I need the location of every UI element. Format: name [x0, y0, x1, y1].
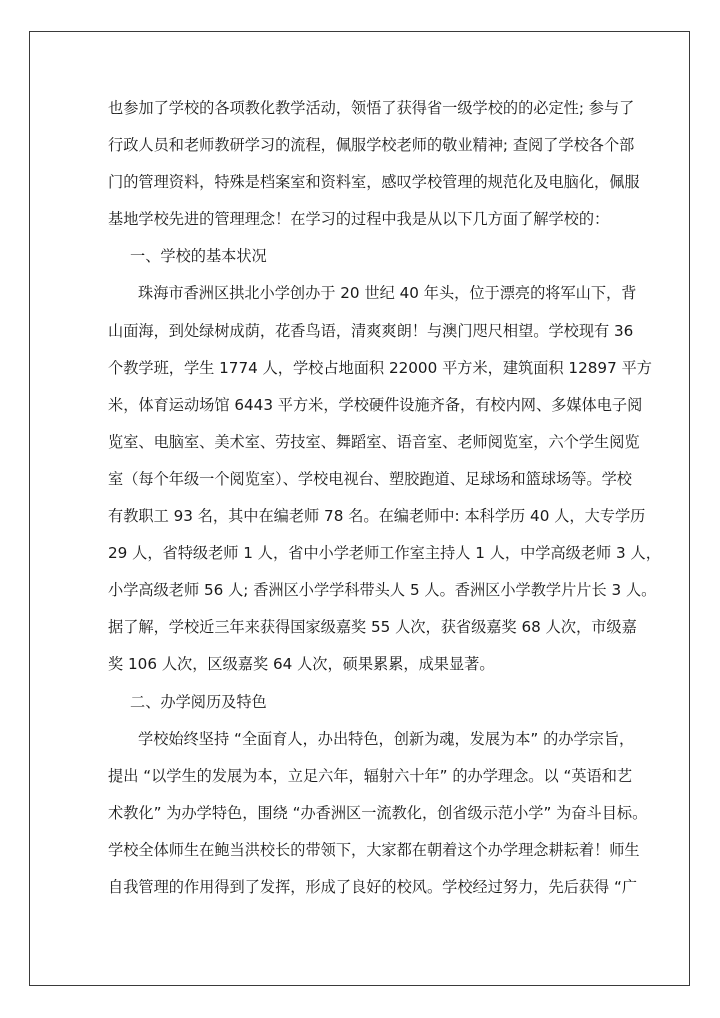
paragraph-line: 学校全体师生在鲍当洪校长的带领下，大家都在朝着这个办学理念耕耘着！师生: [108, 840, 640, 859]
paragraph-line: 学校始终坚持 “全面育人，办出特色，创新为魂，发展为本” 的办学宗旨，: [138, 729, 635, 748]
paragraph-line: 珠海市香洲区拱北小学创办于 20 世纪 40 年头，位于漂亮的将军山下，背: [138, 284, 637, 303]
document-body: [108, 90, 661, 906]
paragraph-line: 自我管理的作用得到了发挥，形成了良好的校风。学校经过努力，先后获得 “广: [108, 877, 638, 896]
paragraph-line: 室（每个年级一个阅览室）、学校电视台、塑胶跑道、足球场和篮球场等。学校: [108, 469, 632, 488]
paragraph-line: 个教学班，学生 1774 人，学校占地面积 22000 平方米，建筑面积 12897 平方: [108, 358, 652, 377]
paragraph-line: 览室、电脑室、美术室、劳技室、舞蹈室、语音室、老师阅览室，六个学生阅览: [108, 432, 640, 451]
section-heading-basic-status: 一、学校的基本状况: [130, 247, 267, 266]
paragraph-line: 小学高级老师 56 人; 香洲区小学学科带头人 5 人。香洲区小学教学片片长 3 人。: [108, 581, 657, 600]
paragraph-line: 术教化” 为办学特色，围绕 “办香洲区一流教化，创省级示范小学” 为奋斗目标。: [108, 803, 648, 822]
paragraph-line: 有教职工 93 名，其中在编老师 78 名。在编老师中: 本科学历 40 人，大专学历: [108, 507, 646, 526]
section-heading-experience: 二、办学阅历及特色: [130, 692, 267, 711]
paragraph-line: 提出 “以学生的发展为本，立足六年，辐射六十年” 的办学理念。以 “英语和艺: [108, 766, 633, 785]
paragraph-line: 行政人员和老师教研学习的流程，佩服学校老师的敬业精神; 查阅了学校各个部: [108, 136, 635, 155]
paragraph-line: 米，体育运动场馆 6443 平方米，学校硬件设施齐备，有校内网、多媒体电子阅: [108, 395, 643, 414]
paragraph-line: 门的管理资料，特殊是档案室和资料室，感叹学校管理的规范化及电脑化，佩服: [108, 173, 640, 192]
paragraph-line: 也参加了学校的各项教化教学活动，领悟了获得省一级学校的的必定性; 参与了: [108, 99, 635, 117]
paragraph-line: 29 人，省特级老师 1 人，省中小学老师工作室主持人 1 人，中学高级老师 3 人，: [108, 544, 661, 563]
paragraph-line: 据了解，学校近三年来获得国家级嘉奖 55 人次，获省级嘉奖 68 人次，市级嘉: [108, 618, 637, 637]
paragraph-line: 基地学校先进的管理理念！在学习的过程中我是从以下几方面了解学校的：: [108, 210, 610, 229]
paragraph-line: 山面海，到处绿树成荫，花香鸟语，清爽爽朗！与澳门咫尺相望。学校现有 36: [108, 321, 634, 340]
paragraph-line: 奖 106 人次，区级嘉奖 64 人次，硕果累累，成果显著。: [108, 655, 495, 674]
